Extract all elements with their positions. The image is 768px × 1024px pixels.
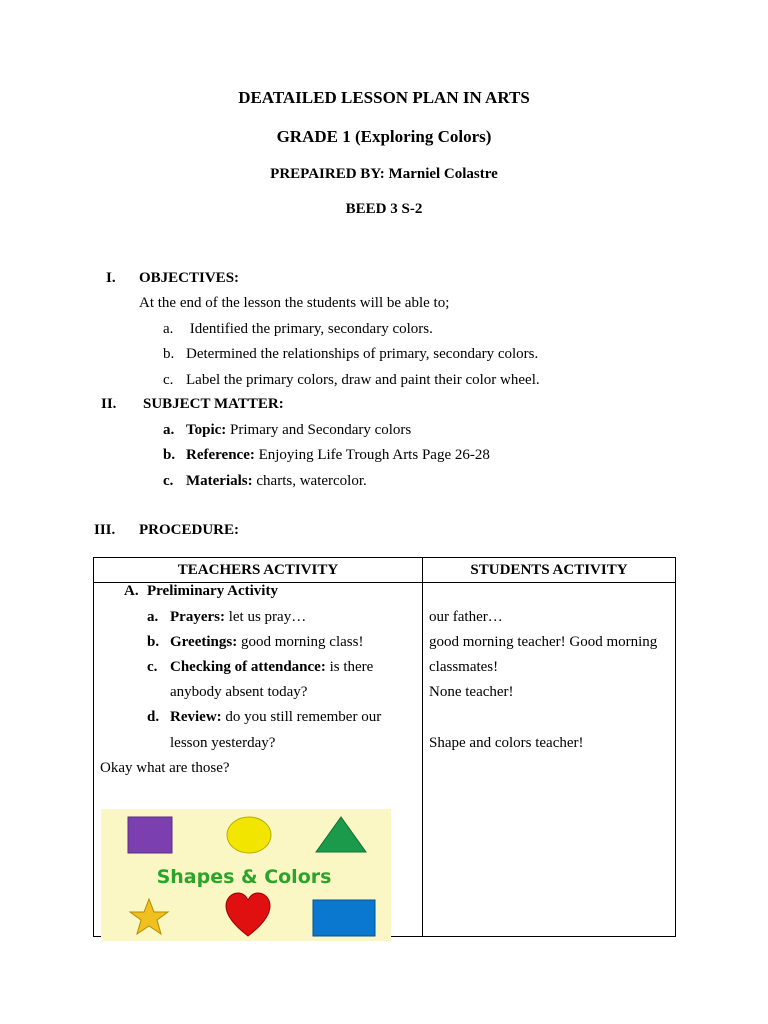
objective-item: Label the primary colors, draw and paint their color wheel. [186, 372, 540, 388]
student-response: classmates! [429, 659, 499, 675]
green-triangle-icon [316, 817, 366, 852]
student-response: good morning teacher! Good morning [429, 634, 658, 650]
objective-item-letter: b. [163, 346, 175, 362]
teacher-item-text: let us pray… [224, 609, 307, 625]
objectives-heading: OBJECTIVES: [139, 270, 240, 286]
subject-item-reference [186, 447, 490, 464]
objective-item-letter: c. [163, 372, 174, 388]
subject-matter-heading: SUBJECT MATTER: [143, 396, 284, 412]
teacher-item-letter: b. [147, 634, 160, 650]
teacher-item-label: Checking of attendance: [170, 659, 326, 675]
teacher-item-attendance [170, 659, 373, 676]
preliminary-heading: Preliminary Activity [147, 583, 278, 599]
shapes-and-colors-image [101, 809, 391, 941]
subject-matter-numeral: II. [101, 396, 117, 412]
blue-rectangle-icon [313, 900, 375, 936]
student-response: our father… [429, 609, 503, 625]
image-caption: Shapes & Colors [156, 866, 332, 888]
teacher-item-continuation: lesson yesterday? [170, 735, 276, 751]
students-activity-header: STUDENTS ACTIVITY [423, 558, 676, 583]
teacher-item-review [170, 709, 381, 726]
teacher-item-continuation: anybody absent today? [170, 684, 308, 700]
teacher-item-text: is there [325, 659, 374, 675]
teacher-item-label: Review: [170, 709, 222, 725]
subject-item-text: Primary and Secondary colors [226, 422, 412, 438]
procedure-heading: PROCEDURE: [139, 522, 239, 538]
section-code: BEED 3 S-2 [345, 201, 423, 217]
teacher-item-letter: d. [147, 709, 160, 725]
teacher-item-label: Prayers: [170, 609, 225, 625]
subject-item-label: Materials: [186, 473, 253, 489]
subject-item-letter: a. [163, 422, 175, 438]
objective-item: Determined the relationships of primary, secondary colors. [186, 346, 539, 362]
subject-item-letter: b. [163, 447, 176, 463]
teacher-item-letter: c. [147, 659, 158, 675]
objectives-numeral: I. [106, 270, 116, 286]
subject-item-text: charts, watercolor. [252, 473, 367, 489]
subject-item-label: Topic: [186, 422, 227, 438]
subject-item-topic [186, 422, 411, 439]
subject-item-materials [186, 473, 367, 490]
teacher-item-prayers [170, 609, 306, 626]
yellow-star-icon [130, 899, 168, 934]
prepared-by-label: PREPAIRED BY: [270, 166, 385, 182]
teacher-closing-question: Okay what are those? [100, 760, 230, 776]
student-response: None teacher! [429, 684, 514, 700]
objective-item: Identified the primary, secondary colors. [186, 321, 433, 337]
document-subtitle: GRADE 1 (Exploring Colors) [276, 127, 492, 146]
teacher-item-text: do you still remember our [221, 709, 382, 725]
subject-item-text: Enjoying Life Trough Arts Page 26-28 [254, 447, 490, 463]
teacher-item-text: good morning class! [237, 634, 364, 650]
objectives-intro: At the end of the lesson the students will be able to; [139, 295, 450, 311]
teachers-activity-header: TEACHERS ACTIVITY [94, 558, 423, 583]
teacher-item-greetings [170, 634, 363, 651]
teachers-activity-cell [94, 583, 423, 937]
document-title: DEATAILED LESSON PLAN IN ARTS [238, 88, 530, 107]
prepared-by [0, 166, 768, 183]
preliminary-letter: A. [124, 583, 139, 599]
student-response: Shape and colors teacher! [429, 735, 584, 751]
prepared-by-name: Marniel Colastre [388, 166, 498, 182]
objective-item-letter: a. [163, 321, 174, 337]
yellow-circle-icon [227, 817, 271, 853]
teacher-item-letter: a. [147, 609, 159, 625]
subject-item-label: Reference: [186, 447, 255, 463]
red-heart-icon [226, 893, 270, 936]
procedure-numeral: III. [94, 522, 116, 538]
teacher-item-label: Greetings: [170, 634, 238, 650]
subject-item-letter: c. [163, 473, 174, 489]
purple-square-icon [128, 817, 172, 853]
procedure-table [93, 557, 676, 937]
students-activity-cell [423, 583, 676, 937]
